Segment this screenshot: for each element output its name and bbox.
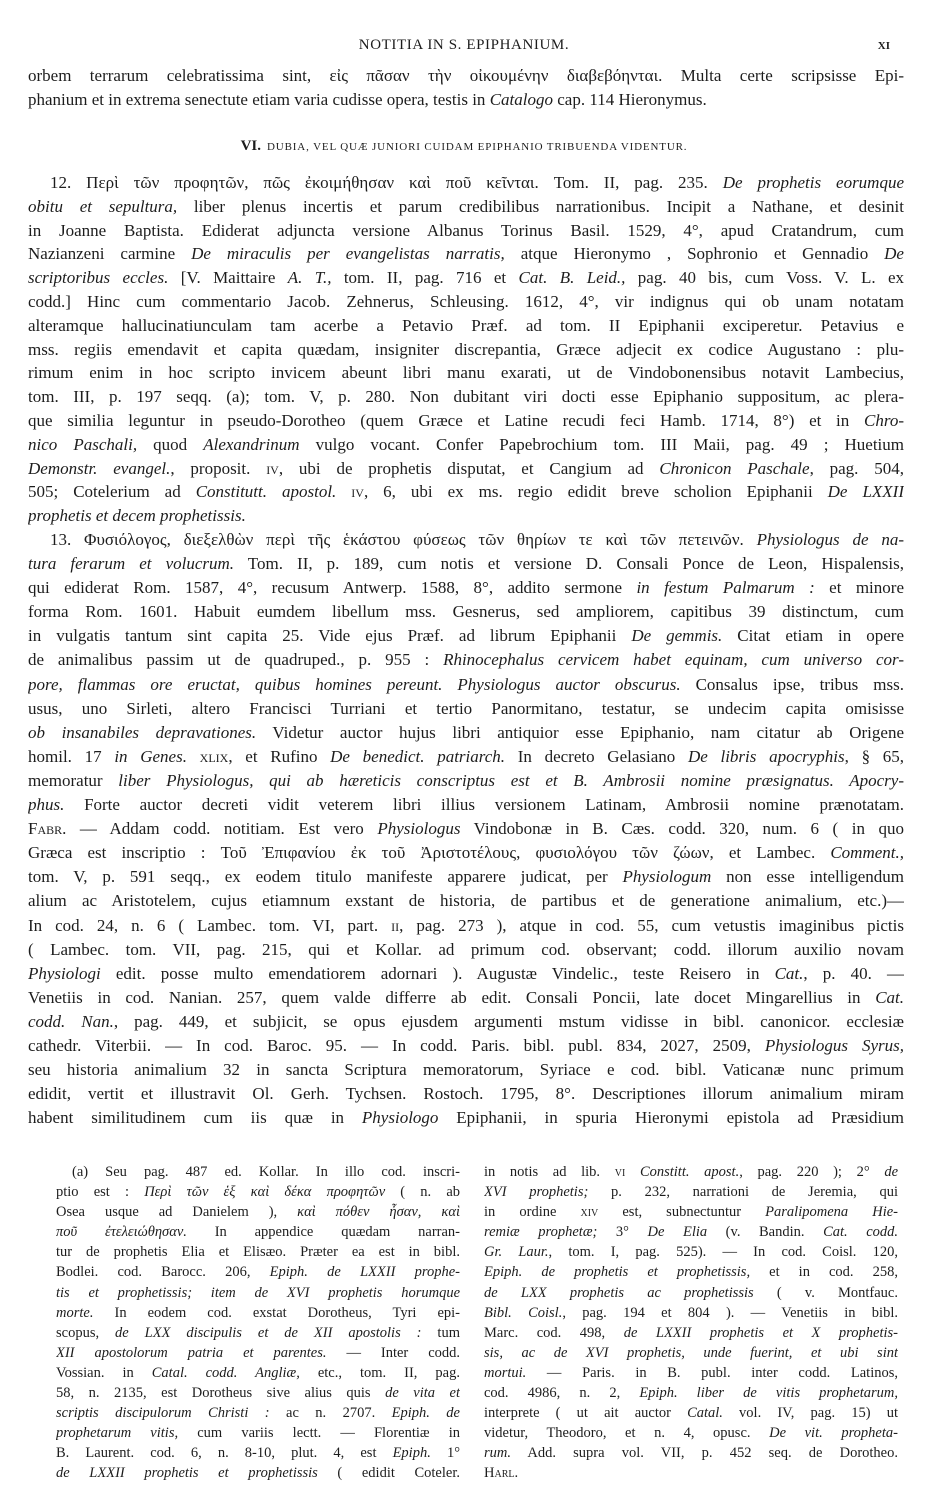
- text-line: [56, 1423, 460, 1443]
- text-run: tom. V, p. 591 seqq., ex eodem titulo manifeste apparere judicat, per: [28, 867, 623, 887]
- text-line: [28, 914, 904, 938]
- italic-text: Physiologi: [28, 963, 101, 983]
- text-line: [28, 1106, 904, 1130]
- italic-text: XVI prophetis;: [484, 1184, 589, 1201]
- text-run: orbem terrarum celebratissima sint, εἰς πᾶσαν τὴν οἰκουμένην διαβεβόηνται. Multa certe scripsisse Epi-: [28, 66, 904, 85]
- text-run: cum variis lectt. — Florentiæ in: [178, 1425, 460, 1442]
- running-head-title: NOTITIA IN S. EPIPHANIUM.: [358, 37, 570, 53]
- text-run: in vulgatis tantum sint capita 25. Vide ejus Præf. ad librum Epiphanii: [28, 626, 632, 646]
- text-line: [28, 242, 904, 266]
- italic-text: de LXXII prophetis et prophetissis: [56, 1465, 318, 1482]
- text-run: memoratur: [28, 770, 119, 790]
- text-line: [484, 1283, 898, 1303]
- italic-text: scriptoribus eccles.: [28, 268, 169, 288]
- text-line: [56, 1283, 460, 1303]
- italic-text: rum.: [484, 1445, 511, 1462]
- text-line: [28, 385, 904, 409]
- section-heading: [0, 136, 928, 156]
- italic-text: De benedict. patriarch.: [330, 746, 506, 766]
- small-caps-text: iv: [266, 458, 279, 478]
- text-run: etc., tom. II, pag.: [299, 1364, 460, 1381]
- text-run: ( edidit Coteler.: [317, 1465, 460, 1482]
- italic-text: Physiologum: [622, 867, 712, 887]
- italic-text: nico Paschali,: [28, 434, 138, 454]
- text-run: vol. IV, pag. 15) ut: [722, 1405, 898, 1422]
- italic-text: de: [884, 1164, 898, 1180]
- text-run: seu historia animalium 32 in sancta Scriptura memoratorum, Syriace e cod. bibl. Vaticanæ nunc primum: [28, 1060, 904, 1080]
- text-line: [28, 457, 904, 481]
- text-run: — Paris. in B. publ. inter codd. Latinos,: [526, 1364, 898, 1381]
- text-run: in ordine: [484, 1204, 581, 1221]
- text-line: [28, 409, 904, 433]
- text-run: , tom. I, pag. 525). — In cod. Coisl. 120,: [548, 1244, 898, 1261]
- italic-text: prophetis et decem prophetissis.: [28, 506, 246, 526]
- italic-text: Cat. B. Leid.,: [518, 268, 626, 288]
- italic-text: Constitutt. apostol.: [195, 482, 337, 502]
- text-run: cap. 114 Hieronymus.: [552, 89, 707, 109]
- text-run: 58, n. 2135, est Dorotheus sive alius quis: [56, 1385, 386, 1402]
- text-run: , pag. 449, et subjicit, se opus ejusdem argumenti mstum vidisse in bibl. canonicor. ecclesiæ: [113, 1011, 904, 1031]
- text-line: [56, 1383, 460, 1403]
- text-line: [56, 1403, 460, 1423]
- text-run: Citat etiam in opere: [722, 626, 904, 646]
- italic-text: Physiologus Syrus,: [764, 1035, 904, 1055]
- text-line: [28, 600, 904, 624]
- text-run: 13. Φυσιόλογος, διεξελθὼν περὶ τῆς ἑκάστου φύσεως τῶν θηρίων τε καὶ τῶν πετεινῶν.: [50, 530, 757, 549]
- text-run: ( Lambec. tom. VII, pag. 215, qui et Kollar. ad primum cod. observant; codd. illorum auxilio novam: [28, 939, 904, 959]
- text-run: rimum enim in hoc scripto invicem abeunt libri manu exarati, ut de Vindobonensibus notavit Lambecius,: [28, 363, 904, 383]
- text-run: tum: [421, 1324, 460, 1341]
- text-run: liber plenus incertis et parum credibilibus narrationibus. Incipit a Nathane, et desinit: [177, 196, 904, 216]
- text-run: est, subnectuntur: [598, 1204, 766, 1221]
- italic-text: Physiologo: [361, 1108, 439, 1128]
- text-line: [28, 290, 904, 314]
- italic-text: in festum Palmarum :: [636, 578, 815, 598]
- small-caps-text: xlix: [199, 746, 229, 766]
- italic-text: Alexandrinum: [203, 434, 300, 454]
- text-run: cathedr. Viterbii. — In cod. Baroc. 95. — In codd. Paris. bibl. publ. 834, 2027, 2509,: [28, 1035, 765, 1055]
- text-line: [28, 552, 904, 576]
- text-line: [56, 1443, 460, 1463]
- italic-text: tis et prophetissis; item de XVI prophetis horumque: [56, 1284, 460, 1301]
- text-run: Forte auctor decreti vidit veterem libri illius versionem Latinam, Ambrosii nomine prænotatam.: [64, 795, 904, 815]
- text-run: [V. Maittaire: [168, 268, 288, 288]
- text-line: [484, 1423, 898, 1443]
- text-run: , et Rufino: [228, 746, 331, 766]
- text-run: cod. 4986, n. 2,: [484, 1385, 640, 1402]
- text-run: atque Hieronymo , Sophronio et Gennadio: [504, 244, 885, 264]
- italic-text: De vit. propheta-: [769, 1425, 898, 1442]
- italic-text: Bibl. Coisl.: [484, 1304, 563, 1321]
- text-line: [484, 1323, 898, 1343]
- text-run: mss. regiis emendavit et capita quædam, insigniter discrepantia, Græce adjecit ex codice Augustano : plu-: [28, 339, 904, 359]
- text-run: phanium et in extrema senectute etiam varia cudisse opera, testis in: [28, 89, 490, 109]
- text-line: [484, 1222, 898, 1242]
- italic-text: morte.: [56, 1304, 94, 1321]
- running-header: [0, 34, 928, 56]
- italic-text: Chro-: [864, 410, 904, 430]
- text-run: codd.] Hinc cum commentario Jacob. Zehnerus, Schleusing. 1612, 4°, vir indignus qui ob unam notatam: [28, 291, 904, 311]
- text-line: [28, 745, 904, 769]
- italic-text: de LXXII prophetis et X prophetis-: [623, 1324, 898, 1341]
- text-line: [28, 865, 904, 889]
- text-run: ac n. 2707.: [269, 1405, 392, 1422]
- text-run: , pag. 504,: [809, 458, 904, 478]
- text-run: p. 232, narrationi de Jeremia, qui: [588, 1184, 898, 1201]
- text-run: ptio est :: [56, 1184, 145, 1201]
- italic-text: Constitt. apost.: [639, 1164, 740, 1180]
- text-run: , ubi de prophetis disputat, et Cangium ad: [278, 458, 660, 478]
- text-run: Osea usque ad Danielem ),: [56, 1204, 298, 1221]
- italic-text: XII apostolorum patria et parentes.: [56, 1344, 327, 1361]
- text-line: [28, 841, 904, 865]
- text-line: [28, 433, 904, 457]
- text-line: [484, 1162, 898, 1182]
- text-line: [484, 1343, 898, 1363]
- text-line: [28, 528, 904, 552]
- text-run: (v. Bandin.: [707, 1224, 824, 1241]
- italic-text: phus.: [28, 795, 65, 815]
- italic-text: Paralipomena Hie-: [765, 1204, 898, 1221]
- text-run: In appendice quædam narran-: [186, 1224, 460, 1241]
- text-run: Videtur auctor hujus libri antiquior esse Epiphanio, nam citatur ab Origene: [256, 722, 904, 742]
- italic-text: de LXX discipulis et de XII apostolis :: [115, 1324, 422, 1341]
- italic-text: Epiph. de LXXII prophe-: [269, 1264, 460, 1281]
- text-run: Marc. cod. 498,: [484, 1324, 624, 1341]
- text-line: [56, 1262, 460, 1282]
- text-run: tur de prophetis Elia et Elisæo. Præter ea est in bibl.: [56, 1244, 460, 1261]
- text-line: [484, 1443, 898, 1463]
- text-run: 3°: [597, 1224, 648, 1241]
- text-run: B. Laurent. cod. 6, n. 8-10, plut. 4, est: [56, 1445, 393, 1462]
- text-run: [336, 482, 351, 501]
- text-run: Græca est inscriptio : Τοῦ Ἐπιφανίου ἐκ τοῦ Ἀριστοτέλους, φυσιολόγου τῶν ζώων, et Lambec.: [28, 843, 831, 863]
- text-line: [28, 266, 904, 290]
- text-run: , pag. 273 ), atque in cod. 55, cum vetustis imaginibus pictis: [399, 915, 904, 935]
- italic-text: Epiph. de: [391, 1405, 460, 1422]
- text-line: [56, 1463, 460, 1483]
- text-run: (a) Seu pag. 487 ed. Kollar. In illo cod. inscri-: [72, 1164, 460, 1180]
- footnote-right-column: [484, 1162, 898, 1484]
- text-run: pag. 40 bis, cum Voss. V. L. ex: [625, 268, 904, 288]
- italic-text: de LXX prophetis ac prophetissis: [484, 1284, 754, 1301]
- text-run: vulgo vocant. Confer Papebrochium tom. III Maii, pag. 49 ; Huetium: [299, 434, 904, 454]
- text-run: Consalus ipse, tribus mss.: [680, 674, 904, 694]
- italic-text: De gemmis.: [631, 626, 723, 646]
- text-line: [56, 1363, 460, 1383]
- text-run: In decreto Gelasiano: [505, 746, 688, 766]
- section-title: DUBIA, VEL QUÆ JUNIORI CUIDAM EPIPHANIO TRIBUENDA VIDENTUR.: [267, 141, 688, 153]
- text-line: [56, 1222, 460, 1242]
- italic-text: De libris apocryphis: [687, 746, 845, 766]
- italic-text: de vita et: [385, 1385, 460, 1402]
- text-line: [28, 938, 904, 962]
- italic-text: ποῦ ἐτελειώθησαν.: [56, 1224, 187, 1241]
- italic-text: obitu et sepultura,: [28, 196, 178, 216]
- text-run: qui ediderat Rom. 1587, 4°, recusum Antwerp. 1588, 8°, addito sermone: [28, 578, 637, 598]
- italic-text: De LXXII: [827, 482, 904, 502]
- text-line: [28, 219, 904, 243]
- italic-text: De prophetis eorumque: [722, 173, 904, 192]
- italic-text: Epiph. liber de vitis prophetarum,: [639, 1385, 898, 1402]
- italic-text: Demonstr. evangel.: [28, 458, 171, 478]
- italic-text: scriptis discipulorum Christi :: [56, 1405, 270, 1422]
- text-line: [56, 1242, 460, 1262]
- text-run: habent similitudinem cum iis quæ in: [28, 1108, 362, 1128]
- italic-text: Rhinocephalus cervicem habet equinam, cum universo cor-: [443, 650, 904, 670]
- small-caps-text: iv: [351, 482, 364, 502]
- text-run: 12. Περὶ τῶν προφητῶν, πῶς ἐκοιμήθησαν καὶ ποῦ κεῖνται. Tom. II, pag. 235.: [50, 173, 723, 192]
- text-line: [28, 769, 904, 793]
- small-caps-text: xiv: [580, 1204, 599, 1221]
- text-line: [28, 171, 904, 195]
- italic-text: sis, ac de XVI prophetis, unde fuerint, et ubi sint: [484, 1344, 898, 1361]
- italic-text: Gr. Laur.: [484, 1244, 549, 1261]
- italic-text: in Genes.: [114, 746, 187, 766]
- text-line: [56, 1182, 460, 1202]
- paragraph-13: [28, 528, 904, 1130]
- text-run: In eodem cod. exstat Dorotheus, Tyri epi-: [93, 1304, 460, 1321]
- text-run: interprete ( ut ait auctor: [484, 1405, 688, 1422]
- text-line: [56, 1303, 460, 1323]
- text-line: [484, 1303, 898, 1323]
- text-line: [484, 1403, 898, 1423]
- text-line: [28, 64, 904, 88]
- italic-text: remiæ prophetæ;: [484, 1224, 598, 1241]
- text-run: usus, uno Sirleti, altero Francisci Turriani et tertio Panormitano, testatur, se undecim capita omisisse: [28, 698, 904, 718]
- italic-text: Catal. codd. Angliæ,: [151, 1364, 300, 1381]
- text-run: et minore: [814, 578, 904, 598]
- italic-text: pore, flammas ore eructat, quibus homines pereunt. Physiologus auctor obscurus.: [28, 674, 681, 694]
- text-run: , pag. 194 et 804 ). — Venetiis in bibl.: [562, 1304, 898, 1321]
- paragraph-12: [28, 171, 904, 528]
- italic-text: Περὶ τῶν ἑξ καὶ δέκα προφητῶν: [144, 1184, 386, 1201]
- text-run: homil. 17: [28, 746, 115, 766]
- text-run: , pag. 220 ); 2°: [739, 1164, 885, 1180]
- text-run: quod: [137, 434, 204, 454]
- text-line: [484, 1463, 898, 1483]
- italic-text: mortui.: [484, 1364, 527, 1381]
- text-line: [484, 1202, 898, 1222]
- text-run: forma Rom. 1601. Habuit eumdem libellum mss. Gesnerus, sed ampliorem, capitibus 39 distinctum, cum: [28, 602, 904, 622]
- text-run: [187, 747, 200, 766]
- text-run: Add. supra vol. VII, p. 452 seq. de Dorotheo.: [511, 1445, 898, 1462]
- text-line: [28, 576, 904, 600]
- text-run: alteramque hallucinatiunculam tam acerbe a Petavio Præf. ad tom. II Epiphanii exciperetur. Petavius e: [28, 315, 904, 335]
- text-line: [28, 648, 904, 672]
- italic-text: De: [884, 244, 904, 264]
- text-run: In cod. 24, n. 6 ( Lambec. tom. VI, part.: [28, 915, 392, 935]
- text-line: [28, 1034, 904, 1058]
- text-line: [484, 1262, 898, 1282]
- text-line: [484, 1363, 898, 1383]
- intro-text: [28, 64, 904, 111]
- text-line: [28, 624, 904, 648]
- small-caps-text: vi: [614, 1164, 626, 1180]
- italic-text: codd. Nan.: [28, 1011, 114, 1031]
- text-run: — Addam codd. notitiam. Est vero: [66, 819, 378, 839]
- text-line: [28, 361, 904, 385]
- text-run: edidit, vertit et illustravit Ol. Gerh. Tychsen. Rostoch. 1795, 8°. Descriptiones illorum animalium miram: [28, 1084, 904, 1104]
- italic-text: prophetarum vitis,: [56, 1425, 179, 1442]
- italic-text: tura ferarum et volucrum.: [28, 554, 235, 574]
- text-line: [28, 673, 904, 697]
- italic-text: De miraculis per evangelistas narratis,: [191, 244, 505, 264]
- text-run: , p. 40. —: [803, 963, 904, 983]
- text-line: [484, 1383, 898, 1403]
- text-line: [28, 88, 904, 112]
- text-run: Tom. II, p. 189, cum notis et versione D. Consali Ponce de Leon, Hispalensis,: [234, 554, 904, 574]
- text-run: Vossian. in: [56, 1364, 152, 1381]
- text-run: non esse intelligendum: [711, 867, 904, 887]
- footnote-left-column: [56, 1162, 460, 1484]
- small-caps-text: Fabr.: [28, 819, 67, 839]
- text-run: videtur, Theodoro, et n. 4, opusc.: [484, 1425, 770, 1442]
- text-line: [56, 1162, 460, 1182]
- italic-text: Chronicon Paschale: [659, 458, 810, 478]
- section-number: VI.: [240, 138, 262, 154]
- italic-text: A. T.,: [287, 268, 332, 288]
- italic-text: Epiph.: [392, 1445, 431, 1462]
- text-run: , proposit.: [170, 458, 267, 478]
- text-run: Vindobonæ in B. Cæs. codd. 320, num. 6 ( in quo: [460, 819, 904, 839]
- italic-text: Catal.: [687, 1405, 723, 1422]
- text-line: [28, 986, 904, 1010]
- text-run: [625, 1164, 640, 1180]
- text-line: [56, 1343, 460, 1363]
- text-run: ( n. ab: [385, 1184, 460, 1201]
- text-run: , 6, ubi ex ms. regio edidit breve scholion Epiphanii: [363, 482, 828, 502]
- italic-text: ob insanabiles depravationes.: [28, 722, 257, 742]
- text-line: [28, 1082, 904, 1106]
- page-number: xi: [877, 37, 890, 53]
- text-line: [484, 1242, 898, 1262]
- italic-text: Epiph. de prophetis et prophetissis,: [484, 1264, 751, 1281]
- text-run: Bodlei. cod. Barocc. 206,: [56, 1264, 270, 1281]
- italic-text: Physiologus de na-: [756, 530, 904, 549]
- text-run: Nazianzeni carmine: [28, 244, 192, 264]
- text-run: ( v. Montfauc.: [753, 1284, 898, 1301]
- text-line: [28, 793, 904, 817]
- text-line: [28, 195, 904, 219]
- italic-text: Cat.: [774, 963, 804, 983]
- text-run: de animalibus passim ut de quadruped., p. 955 :: [28, 650, 444, 670]
- text-run: que similia leguntur in pseudo-Dorotheo (quem Græce et Latine recudi feci Hamb. 1714, 8°) et in: [28, 410, 864, 430]
- text-line: [28, 504, 904, 528]
- text-line: [28, 338, 904, 362]
- italic-text: Physiologus: [377, 819, 461, 839]
- text-run: , § 65,: [844, 746, 904, 766]
- text-run: alium ac Aristotelem, cujus etiamnum exstant de historia, de partibus et de generatione animalium, etc.)—: [28, 891, 904, 911]
- text-run: tom. III, p. 197 seqq. (a); tom. V, p. 280. Non dubitant viri docti esse Epiphanio suppositum, ac plera-: [28, 387, 904, 407]
- text-line: [28, 480, 904, 504]
- text-run: et in cod. 258,: [750, 1264, 898, 1281]
- small-caps-text: Harl.: [484, 1465, 519, 1482]
- text-line: [28, 1010, 904, 1034]
- text-run: — Inter codd.: [326, 1344, 460, 1361]
- small-caps-text: ii: [391, 915, 400, 935]
- text-run: 505; Cotelerium ad: [28, 482, 196, 502]
- text-line: [28, 817, 904, 841]
- text-run: edit. posse multo emendatiorem adornari ). Augustæ Vindelic., teste Reisero in: [100, 963, 775, 983]
- text-run: Epiphanii, in spuria Hieronymi epistola ad Præsidium: [438, 1108, 904, 1128]
- text-line: [28, 889, 904, 913]
- italic-text: De Elia: [647, 1224, 708, 1241]
- italic-text: Cat.: [875, 987, 904, 1007]
- text-run: in notis ad lib.: [484, 1164, 615, 1180]
- italic-text: Comment.,: [830, 843, 904, 863]
- text-run: tom. II, pag. 716 et: [331, 268, 519, 288]
- text-run: 1°: [430, 1445, 460, 1462]
- text-run: in Joanne Baptista. Ediderat adjuncta versione Albanus Torinus Basil. 1529, 4°, apud Cratandrum, cum: [28, 220, 904, 240]
- text-line: [56, 1202, 460, 1222]
- text-line: [28, 697, 904, 721]
- text-line: [484, 1182, 898, 1202]
- text-run: scopus,: [56, 1324, 116, 1341]
- text-line: [28, 721, 904, 745]
- text-line: [28, 962, 904, 986]
- italic-text: καὶ πόθεν ἦσαν, καὶ: [297, 1204, 460, 1221]
- italic-text: liber Physiologus, qui ab hæreticis conscriptus est et B. Ambrosii nomine præsignatus. Apocry-: [118, 770, 904, 790]
- text-line: [56, 1323, 460, 1343]
- italic-text: Catalogo: [489, 89, 553, 109]
- text-line: [28, 1058, 904, 1082]
- italic-text: Cat. codd.: [823, 1224, 898, 1241]
- text-run: Venetiis in cod. Nanian. 257, quem valde differre ab edit. Consali Poncii, late docet Mingarellius in: [28, 987, 876, 1007]
- text-line: [28, 314, 904, 338]
